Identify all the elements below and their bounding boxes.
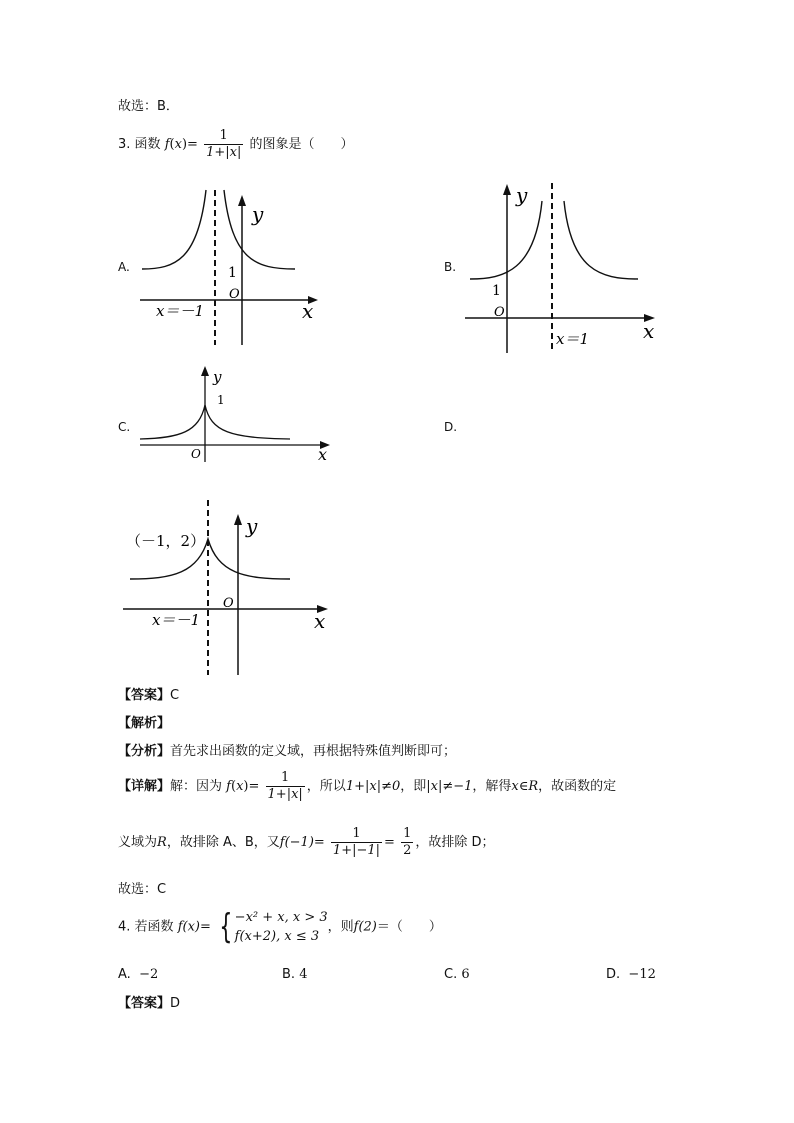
q3-detail-tag: 【详解】	[118, 779, 171, 794]
q3-b-asymptote-label: x＝1	[556, 330, 590, 348]
q4-option-a: A. −2	[118, 967, 159, 982]
q3-c-one-label: 1	[217, 393, 225, 407]
q3-fenxi-tag: 【分析】	[118, 744, 171, 759]
q3-option-b-label: B.	[444, 260, 457, 274]
q3-conclusion: 故选：C	[118, 882, 167, 897]
q3-fenxi: 首先求出函数的定义域，再根据特殊值判断即可；	[170, 744, 457, 759]
q3-a-one-label: 1	[228, 265, 237, 281]
q3-number: 3.	[118, 137, 131, 152]
q3-d-origin: O	[223, 596, 234, 611]
q3-option-a-graph	[130, 185, 330, 350]
q3-stem-prefix: 函数	[134, 137, 161, 152]
q3-d-x-label: x	[314, 609, 326, 633]
q3-fx: f(x)=	[164, 137, 198, 152]
prev-conclusion: 故选：B．	[118, 99, 179, 114]
q3-fraction: $\frac{1}{1+|x|}$	[206, 128, 242, 160]
q3-option-d-label: D.	[444, 420, 458, 434]
q3-detail-fraction: $\frac{1}{1+|x|}$	[267, 770, 303, 802]
q3-option-d-graph	[118, 495, 338, 680]
q4-option-b: B. 4	[282, 967, 308, 982]
q4-fx: f(x)=	[177, 919, 211, 935]
q4-stem: 4. 若函数 f(x)= { −x² + x, x > 3 f(x+2), x ≤ 3 ，则f(2)＝（ ）	[118, 907, 442, 947]
q3-b-origin: O	[494, 305, 505, 320]
q4-cases: −x² + x, x > 3 f(x+2), x ≤ 3	[234, 910, 328, 944]
q3-b-y-label: y	[516, 183, 528, 207]
q3-a-asymptote-label: x＝－1	[156, 302, 205, 320]
q3-c-y-label: y	[213, 368, 222, 386]
q3-detail-fraction-2: $\frac{1}{1+|-1|}$	[332, 826, 381, 858]
q3-option-b-graph	[460, 178, 670, 358]
q3-stem-suffix: 的图象是（ ）	[249, 137, 354, 152]
q3-c-x-label: x	[318, 445, 328, 464]
q3-stem	[118, 128, 353, 161]
q3-a-y-label: y	[252, 202, 264, 226]
q3-option-a-label: A.	[118, 260, 130, 274]
q3-detail-fraction-3: $\frac{1}{2}$	[403, 826, 412, 858]
q3-fenxi-line	[118, 740, 456, 759]
q3-d-y-label: y	[246, 514, 258, 538]
q3-c-origin: O	[191, 447, 201, 461]
q3-d-asymptote-label: x＝－1	[152, 611, 201, 629]
q4-answer: D	[170, 996, 181, 1011]
q3-detail-line-1: 【详解】解：因为 f(x)= $\frac{1}{1+|x|}$ ，所以1+|x|≠0，即|x|≠−1，解得x∈R，故函数的定	[118, 770, 617, 802]
q3-answer: C	[170, 688, 180, 703]
q3-analysis-tag: 【解析】	[118, 716, 171, 731]
q4-answer-line	[118, 992, 180, 1011]
q4-option-d: D. −12	[606, 967, 656, 982]
q4-option-c: C. 6	[444, 967, 470, 982]
q3-detail-line-2: 义域为R，故排除 A、B，又f(−1)= $\frac{1}{1+|-1|}$ = $\frac{1}{2}$ ，故排除 D；	[118, 826, 495, 858]
q4-answer-tag: 【答案】	[118, 996, 171, 1011]
q3-answer-tag: 【答案】	[118, 688, 171, 703]
q3-detail-fx: f(x)=	[226, 779, 260, 794]
q3-answer-line	[118, 684, 179, 703]
q3-b-x-label: x	[643, 319, 655, 343]
q3-d-point-label: （－1，2）	[126, 532, 206, 550]
q3-option-c-label: C.	[118, 420, 131, 434]
q3-b-one-label: 1	[492, 283, 501, 299]
q3-option-c-graph	[135, 362, 340, 467]
q4-number: 4.	[118, 919, 131, 935]
q3-a-x-label: x	[302, 299, 314, 323]
q3-a-origin: O	[229, 287, 240, 302]
